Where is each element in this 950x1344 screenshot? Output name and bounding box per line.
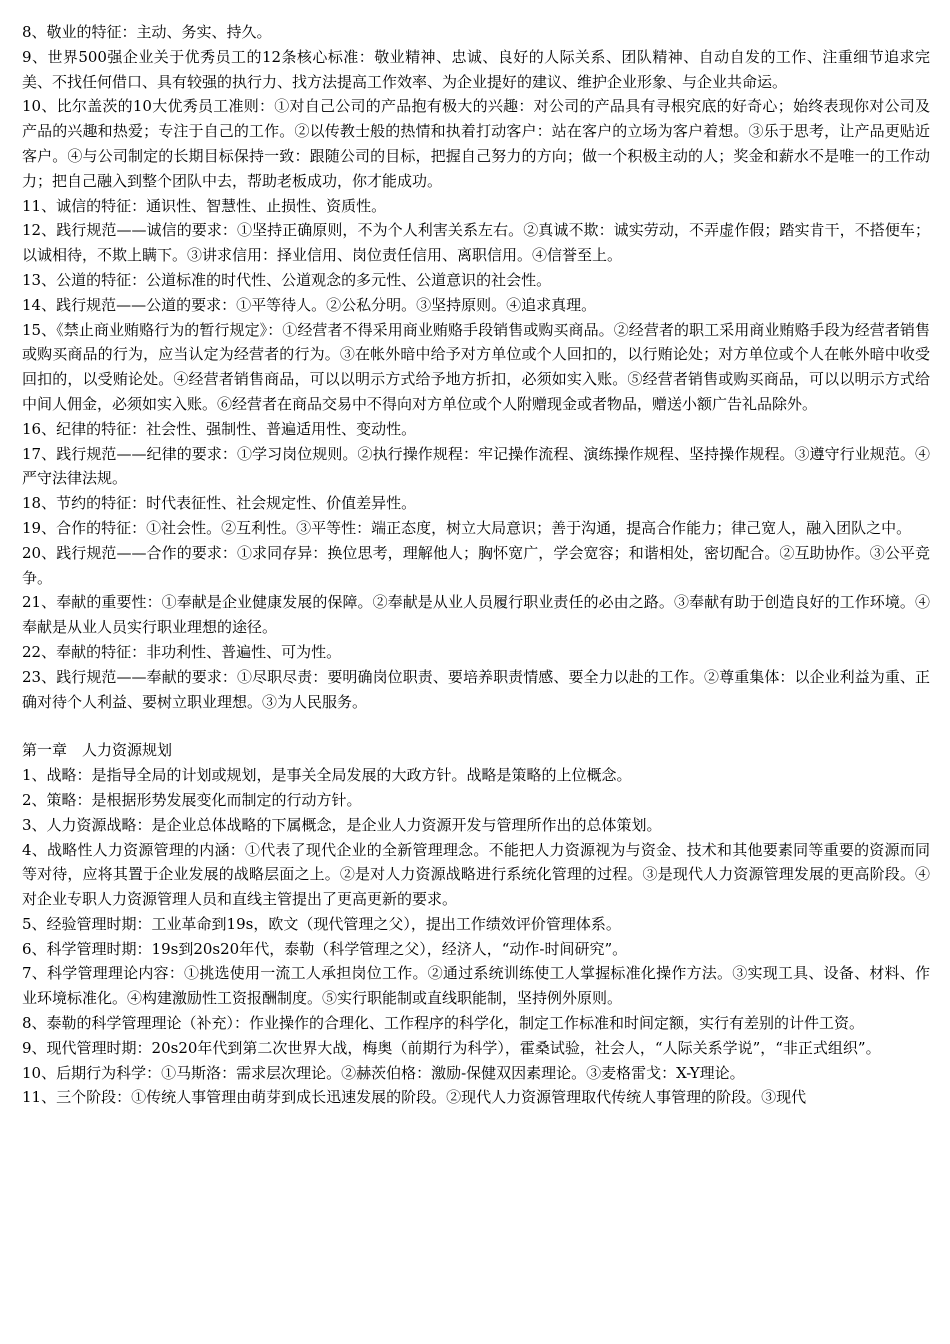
paragraph-16-discipline: 16、纪律的特征：社会性、强制性、普遍适用性、变动性。 [22, 419, 417, 438]
paragraph-11-three-stages: 11、三个阶段：①传统人事管理由萌芽到成长迅速发展的阶段。②现代人力资源管理取代传统人事管理的阶段。③现代 [22, 1088, 807, 1107]
hr-planning-section [22, 763, 930, 1110]
paragraph-21-dedication-importance: 21、奉献的重要性：①奉献是企业健康发展的保障。②奉献是从业人员履行职业责任的必由之路。③奉献有助于创造良好的工作环境。④奉献是从业人员实行职业理想的途径。 [22, 593, 930, 637]
paragraph-4-strategic-hrm: 4、战略性人力资源管理的内涵：①代表了现代企业的全新管理理念。不能把人力资源视为与资金、技术和其他要素同等重要的资源而同等对待，应将其置于企业发展的战略层面之上。②是对人力资源战略进行系统化管理的过程。③是现代人力资源管理发展的更高阶段。④对企业专职人力资源管理人员和直线主管提出了更高更新的要求。 [22, 840, 930, 909]
paragraph-5-experience-mgmt: 5、经验管理时期：工业革命到19s，欧文（现代管理之父），提出工作绩效评价管理体系。 [22, 914, 621, 933]
chapter-title: 第一章 人力资源规划 [22, 741, 173, 760]
paragraph-10-behavioral: 10、后期行为科学：①马斯洛：需求层次理论。②赫茨伯格：激励-保健双因素理论。③麦格雷戈：X-Y理论。 [22, 1063, 745, 1082]
paragraph-19-cooperation: 19、合作的特征：①社会性。②互利性。③平等性：端正态度，树立大局意识；善于沟通，提高合作能力；律己宽人，融入团队之中。 [22, 518, 912, 537]
paragraph-22-dedication-traits: 22、奉献的特征：非功利性、普遍性、可为性。 [22, 642, 342, 661]
paragraph-13-fairness: 13、公道的特征：公道标准的时代性、公道观念的多元性、公道意识的社会性。 [22, 270, 552, 289]
paragraph-2-tactics: 2、策略：是根据形势发展变化而制定的行动方针。 [22, 790, 362, 809]
paragraph-8-taylor: 8、泰勒的科学管理理论（补充）：作业操作的合理化、工作程序的科学化，制定工作标准和时间定额，实行有差别的计件工资。 [22, 1014, 865, 1033]
paragraph-23-dedication-req: 23、践行规范——奉献的要求：①尽职尽责：要明确岗位职责、要培养职责情感、要全力以赴的工作。②尊重集体：以企业利益为重、正确对待个人利益、要树立职业理想。③为人民服务。 [22, 667, 930, 711]
paragraph-17-discipline-req: 17、践行规范——纪律的要求：①学习岗位规则。②执行操作规程：牢记操作流程、演练操作规程、坚持操作规程。③遵守行业规范。④严守法律法规。 [22, 444, 930, 488]
paragraph-7-scientific-theory: 7、科学管理理论内容：①挑选使用一流工人承担岗位工作。②通过系统训练使工人掌握标准化操作方法。③实现工具、设备、材料、作业环境标准化。④构建激励性工资报酬制度。⑤实行职能制或直线职能制，坚持例外原则。 [22, 964, 930, 1008]
paragraph-20-cooperation-req: 20、践行规范——合作的要求：①求同存异：换位思考，理解他人；胸怀宽广，学会宽容；和谐相处，密切配合。②互助协作。③公平竞争。 [22, 543, 930, 587]
paragraph-9-modern-mgmt: 9、现代管理时期：20s20年代到第二次世界大战，梅奥（前期行为科学），霍桑试验，社会人，“人际关系学说”，“非正式组织”。 [22, 1038, 881, 1057]
section-gap [22, 714, 930, 738]
paragraph-8-dedication: 8、敬业的特征：主动、务实、持久。 [22, 23, 272, 41]
ethics-section [22, 20, 930, 714]
paragraph-3-hr-strategy: 3、人力资源战略：是企业总体战略的下属概念，是企业人力资源开发与管理所作出的总体策划。 [22, 815, 662, 834]
paragraph-14-fairness-req: 14、践行规范——公道的要求：①平等待人。②公私分明。③坚持原则。④追求真理。 [22, 295, 597, 314]
paragraph-12-integrity-req: 12、践行规范——诚信的要求：①坚持正确原则，不为个人利害关系左右。②真诚不欺：诚实劳动，不弄虚作假；踏实肯干，不搭便车；以诚相待，不欺上瞒下。③讲求信用：择业信用、岗位责任信用、离职信用。④信誉至上。 [22, 221, 930, 265]
paragraph-6-scientific-mgmt: 6、科学管理时期：19s到20s20年代，泰勒（科学管理之父），经济人，“动作-时间研究”。 [22, 939, 628, 958]
paragraph-18-thrift: 18、节约的特征：时代表征性、社会规定性、价值差异性。 [22, 494, 417, 513]
paragraph-10-bill-gates: 10、比尔盖茨的10大优秀员工准则：①对自己公司的产品抱有极大的兴趣：对公司的产品具有寻根究底的好奇心；始终表现你对公司及产品的兴趣和热爱；专注于自己的工作。②以传教士般的热情和执着打动客户：站在客户的立场为客户着想。③乐于思考，让产品更贴近客户。④与公司制定的长期目标保持一致：跟随公司的目标，把握自己努力的方向；做一个积极主动的人；奖金和薪水不是唯一的工作动力；把自己融入到整个团队中去，帮助老板成功，你才能成功。 [22, 97, 930, 190]
paragraph-9-fortune500: 9、世界500强企业关于优秀员工的12条核心标准：敬业精神、忠诚、良好的人际关系、团队精神、自动自发的工作、注重细节追求完美、不找任何借口、具有较强的执行力、找方法提高工作效率、为企业提好的建议、维护企业形象、与企业共命运。 [22, 47, 930, 91]
paragraph-1-strategy: 1、战略：是指导全局的计划或规划，是事关全局发展的大政方针。战略是策略的上位概念。 [22, 766, 632, 785]
paragraph-11-integrity: 11、诚信的特征：通识性、智慧性、止损性、资质性。 [22, 196, 387, 215]
document-page [22, 20, 930, 1110]
paragraph-15-bribery-rules: 15、《禁止商业贿赂行为的暂行规定》：①经营者不得采用商业贿赂手段销售或购买商品。②经营者的职工采用商业贿赂手段为经营者销售或购买商品的行为，应当认定为经营者的行为。③在帐外暗中给予对方单位或个人回扣的，以行贿论处；对方单位或个人在帐外暗中收受回扣的，以受贿论处。④经营者销售商品，可以以明示方式给予地方折扣，必须如实入账。⑤经营者销售或购买商品，可以以明示方式给中间人佣金，必须如实入账。⑥经营者在商品交易中不得向对方单位或个人附赠现金或者物品，赠送小额广告礼品除外。 [22, 320, 930, 413]
